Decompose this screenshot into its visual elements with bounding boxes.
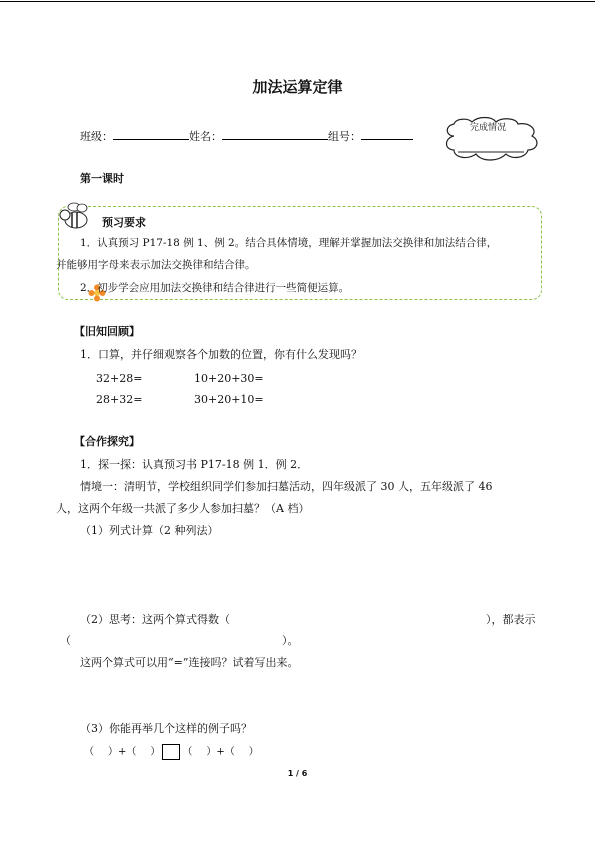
preview-heading: 预习要求 [102, 216, 146, 229]
top-rule [0, 1, 595, 2]
blank-paren-4: ） [248, 746, 259, 758]
review-question: 1．口算，并仔细观察各个加数的位置，你有什么发现吗？ [80, 348, 362, 361]
info-line [80, 128, 413, 142]
expr-2: 10+20+30= [194, 372, 264, 385]
compare-box[interactable] [162, 744, 180, 760]
group-label: 组号： [328, 130, 361, 143]
sub-question-2a: （2）思考：这两个算式得数（ [80, 613, 230, 626]
blank-paren-2: ） [150, 746, 161, 758]
page-title: 加法运算定律 [252, 78, 343, 96]
name-label: 姓名： [189, 130, 222, 143]
explore-heading: 【合作探究】 [74, 435, 140, 448]
bee-icon [56, 200, 92, 236]
blank-paren-1: （ [84, 746, 94, 758]
sub-question-2c: （ [60, 634, 71, 647]
review-heading: 【旧知回顾】 [74, 325, 140, 338]
blank-plus-1: ）+（ [108, 746, 137, 758]
expr-1: 32+28= [96, 372, 143, 385]
lesson-label: 第一课时 [80, 172, 124, 185]
sub-question-2d: ）。 [282, 634, 299, 647]
page-number: 1 / 6 [287, 769, 308, 778]
blank-paren-3: （ [182, 746, 193, 758]
class-label: 班级： [80, 130, 113, 143]
name-field[interactable] [222, 128, 328, 140]
preview-item-1b: 并能够用字母来表示加法交换律和结合律。 [56, 259, 256, 271]
context-a: 情境一：清明节，学校组织同学们参加扫墓活动，四年级派了 30 人，五年级派了 46 [80, 480, 493, 493]
explore-q1: 1．探一探：认真预习书 P17-18 例 1．例 2． [80, 458, 309, 471]
context-b: 人，这两个年级一共派了多少人参加扫墓？（A 档） [56, 502, 310, 515]
preview-item-2: 2．初步学会应用加法交换律和结合律进行一些简便运算。 [80, 282, 350, 294]
class-field[interactable] [113, 128, 189, 140]
blank-expression [84, 744, 259, 760]
group-field[interactable] [361, 128, 413, 140]
completion-label: 完成情况 [470, 123, 507, 133]
expr-4: 30+20+10= [194, 393, 264, 406]
preview-item-1a: 1．认真预习 P17-18 例 1、例 2。结合具体情境，理解并掌握加法交换律和加法结合律， [80, 237, 498, 249]
expr-3: 28+32= [96, 393, 143, 406]
blank-plus-2: ）+（ [206, 746, 235, 758]
sub-question-3: （3）你能再举几个这样的例子吗？ [80, 722, 252, 735]
sub-question-1: （1）列式计算（2 种列法） [80, 524, 219, 537]
sub-question-2b: ），都表示 [486, 613, 536, 626]
connect-question: 这两个算式可以用“=”连接吗？试着写出来。 [80, 656, 299, 669]
